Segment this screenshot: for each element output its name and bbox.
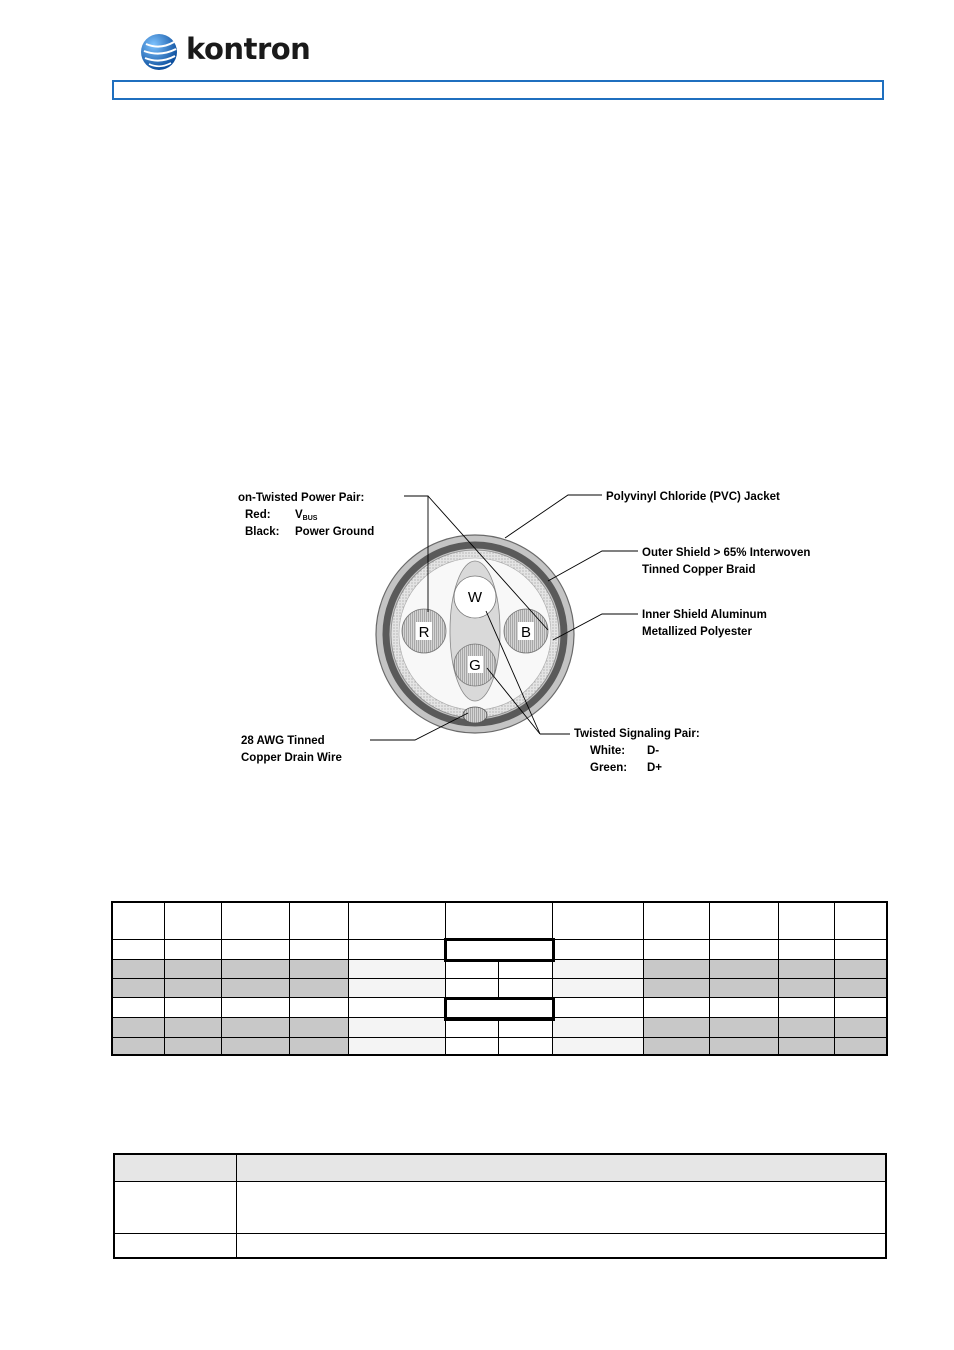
signal-white-label: White: <box>590 745 626 757</box>
power-black-label: Black: <box>245 526 280 538</box>
outer-shield-label-2: Tinned Copper Braid <box>642 564 756 576</box>
drain-label-1: 28 AWG Tinned <box>241 735 325 747</box>
table-row <box>114 1181 886 1233</box>
description-table <box>113 1153 887 1259</box>
table-row <box>114 1154 886 1181</box>
power-red-value: $V_{BUS}$ <box>295 509 318 522</box>
drain-label-2: Copper Drain Wire <box>241 752 342 764</box>
highlight-box-2 <box>444 997 555 1021</box>
label-w: W <box>467 589 483 606</box>
drain-wire <box>463 707 487 723</box>
logo-wordmark: kontron <box>186 32 311 66</box>
table-row <box>112 978 887 997</box>
power-red-label: Red: <box>245 509 271 521</box>
signal-pair-title: Twisted Signaling Pair: <box>574 728 700 740</box>
power-black-value: Power Ground <box>295 526 375 538</box>
signal-green-value: D+ <box>647 762 663 774</box>
label-g: G <box>469 657 481 674</box>
pinout-table <box>111 901 888 1056</box>
table-row <box>112 1037 887 1055</box>
signal-white-value: D- <box>647 745 660 757</box>
label-r: R <box>418 624 430 641</box>
label-b: B <box>520 624 532 641</box>
highlight-box-1 <box>444 938 555 962</box>
outer-shield-label-1: Outer Shield > 65% Interwoven <box>642 547 811 559</box>
inner-shield-label-2: Metallized Polyester <box>642 626 752 638</box>
jacket-label: Polyvinyl Chloride (PVC) Jacket <box>606 491 780 503</box>
signal-green-label: Green: <box>590 762 628 774</box>
power-pair-title: on-Twisted Power Pair: <box>238 492 365 504</box>
inner-shield-label-1: Inner Shield Aluminum <box>642 609 767 621</box>
table-row <box>112 902 887 939</box>
table-row <box>114 1233 886 1258</box>
